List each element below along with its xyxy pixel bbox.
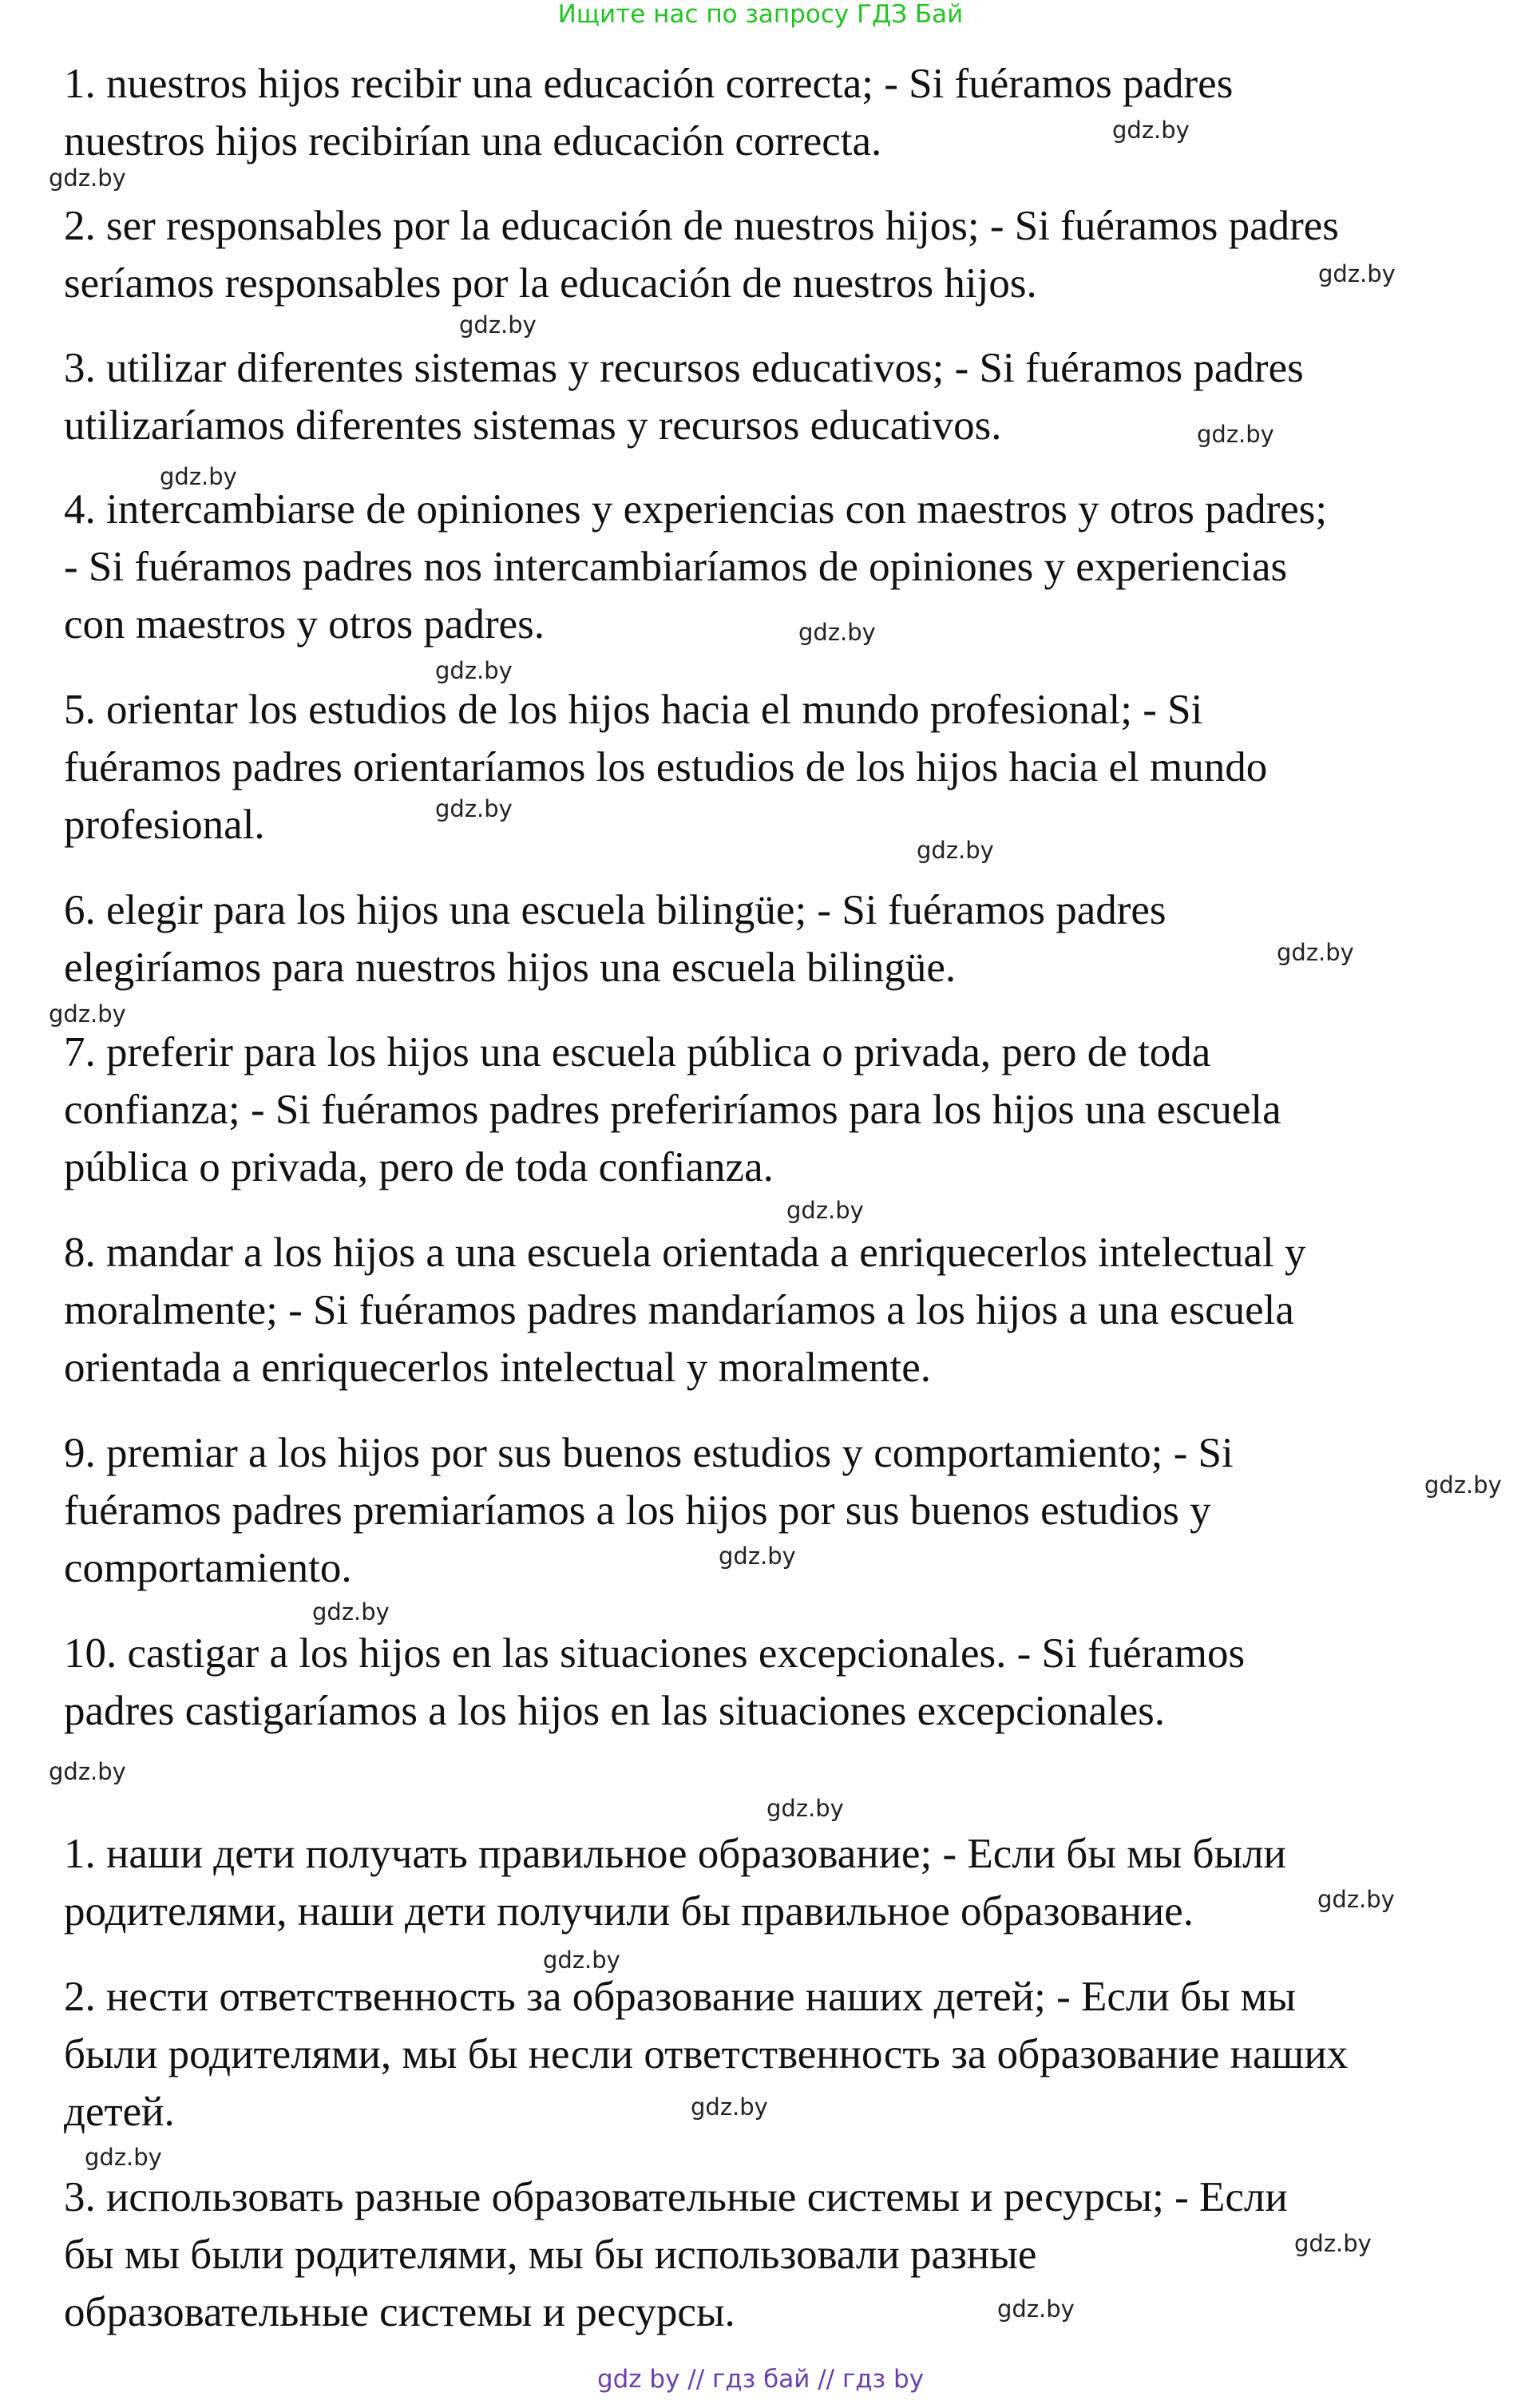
watermark: gdz.by xyxy=(1318,260,1396,287)
exercise-item-ru-2 xyxy=(64,1968,1501,2141)
text-line: comportamiento. xyxy=(64,1545,352,1591)
text-line: родителями, наши дети получили бы правильное образование. xyxy=(64,1888,1194,1935)
text-line: 9. premiar a los hijos por sus buenos estudios y comportamiento; - Si xyxy=(64,1430,1234,1476)
watermark: gdz.by xyxy=(543,1947,620,1974)
exercise-item-es-2 xyxy=(64,197,1501,312)
watermark: gdz.by xyxy=(435,657,513,684)
text-line: fuéramos padres premiaríamos a los hijos por sus buenos estudios y xyxy=(64,1487,1211,1534)
watermark: gdz.by xyxy=(459,311,537,339)
text-line: utilizaríamos diferentes sistemas y recursos educativos. xyxy=(64,402,1002,449)
text-line: 7. preferir para los hijos una escuela pública o privada, pero de toda xyxy=(64,1029,1211,1075)
text-line: nuestros hijos recibirían una educación correcta. xyxy=(64,118,882,164)
text-line: profesional. xyxy=(64,802,265,848)
text-line: 6. elegir para los hijos una escuela bilingüe; - Si fuéramos padres xyxy=(64,887,1166,933)
text-line: 4. intercambiarse de opiniones y experiencias con maestros y otros padres; xyxy=(64,486,1328,533)
text-line: orientada a enriquecerlos intelectual y moralmente. xyxy=(64,1345,932,1391)
watermark: gdz.by xyxy=(1197,421,1274,448)
watermark: gdz.by xyxy=(691,2093,768,2121)
exercise-item-es-8 xyxy=(64,1224,1501,1396)
text-line: - Si fuéramos padres nos intercambiaríamos de opiniones y experiencias xyxy=(64,544,1288,590)
text-line: 5. orientar los estudios de los hijos hacia el mundo profesional; - Si xyxy=(64,687,1203,733)
text-line: seríamos responsables por la educación de nuestros hijos. xyxy=(64,260,1037,307)
watermark: gdz.by xyxy=(997,2295,1075,2323)
exercise-item-es-7 xyxy=(64,1024,1501,1196)
text-line: бы мы были родителями, мы бы использовали разные xyxy=(64,2232,1037,2278)
text-line: образовательные системы и ресурсы. xyxy=(64,2289,735,2335)
watermark: gdz.by xyxy=(49,164,126,192)
watermark: gdz.by xyxy=(917,837,994,864)
watermark: gdz.by xyxy=(435,795,513,822)
watermark: gdz.by xyxy=(766,1795,844,1822)
watermark: gdz.by xyxy=(1424,1471,1502,1499)
text-line: 1. наши дети получать правильное образование; - Если бы мы были xyxy=(64,1831,1286,1877)
watermark: gdz.by xyxy=(1112,117,1190,144)
watermark: gdz.by xyxy=(798,619,876,646)
text-line: 2. ser responsables por la educación de nuestros hijos; - Si fuéramos padres xyxy=(64,203,1339,249)
text-line: pública o privada, pero de toda confianza. xyxy=(64,1144,774,1190)
watermark: gdz.by xyxy=(49,1000,126,1028)
exercise-item-ru-3 xyxy=(64,2168,1501,2341)
watermark: gdz.by xyxy=(312,1598,390,1626)
exercise-item-ru-1 xyxy=(64,1825,1501,1940)
top-banner[interactable]: Ищите нас по запросу ГДЗ Бай xyxy=(557,0,964,29)
watermark: gdz.by xyxy=(85,2144,162,2171)
text-line: fuéramos padres orientaríamos los estudios de los hijos hacia el mundo xyxy=(64,744,1268,790)
exercise-item-es-1 xyxy=(64,55,1501,170)
exercise-item-es-4 xyxy=(64,481,1501,653)
text-line: 10. castigar a los hijos en las situaciones excepcionales. - Si fuéramos xyxy=(64,1630,1246,1677)
text-line: 2. нести ответственность за образование наших детей; - Если бы мы xyxy=(64,1974,1296,2020)
watermark: gdz.by xyxy=(1277,939,1354,966)
exercise-item-es-9 xyxy=(64,1424,1501,1597)
watermark: gdz.by xyxy=(160,463,237,490)
text-line: moralmente; - Si fuéramos padres mandaríamos a los hijos a una escuela xyxy=(64,1287,1294,1333)
watermark: gdz.by xyxy=(1294,2230,1372,2257)
text-line: confianza; - Si fuéramos padres preferiríamos para los hijos una escuela xyxy=(64,1087,1281,1133)
watermark: gdz.by xyxy=(786,1197,864,1224)
text-line: детей. xyxy=(64,2089,175,2135)
watermark: gdz.by xyxy=(1317,1886,1395,1913)
text-line: padres castigaríamos a los hijos en las situaciones excepcionales. xyxy=(64,1688,1166,1734)
text-line: были родителями, мы бы несли ответственность за образование наших xyxy=(64,2031,1349,2077)
text-line: 1. nuestros hijos recibir una educación correcta; - Si fuéramos padres xyxy=(64,61,1234,107)
exercise-item-es-3 xyxy=(64,339,1501,454)
watermark: gdz.by xyxy=(49,1758,126,1785)
exercise-item-es-10 xyxy=(64,1625,1501,1740)
exercise-item-es-5 xyxy=(64,681,1501,853)
text-line: elegiríamos para nuestros hijos una escuela bilingüe. xyxy=(64,945,957,991)
text-line: 3. использовать разные образовательные системы и ресурсы; - Если xyxy=(64,2174,1288,2220)
footer-links[interactable]: gdz by // гдз бай // гдз by xyxy=(596,2365,925,2394)
text-line: 8. mandar a los hijos a una escuela orientada a enriquecerlos intelectual y xyxy=(64,1230,1306,1276)
text-line: 3. utilizar diferentes sistemas y recursos educativos; - Si fuéramos padres xyxy=(64,345,1304,391)
text-line: con maestros y otros padres. xyxy=(64,601,545,648)
watermark: gdz.by xyxy=(719,1543,796,1570)
